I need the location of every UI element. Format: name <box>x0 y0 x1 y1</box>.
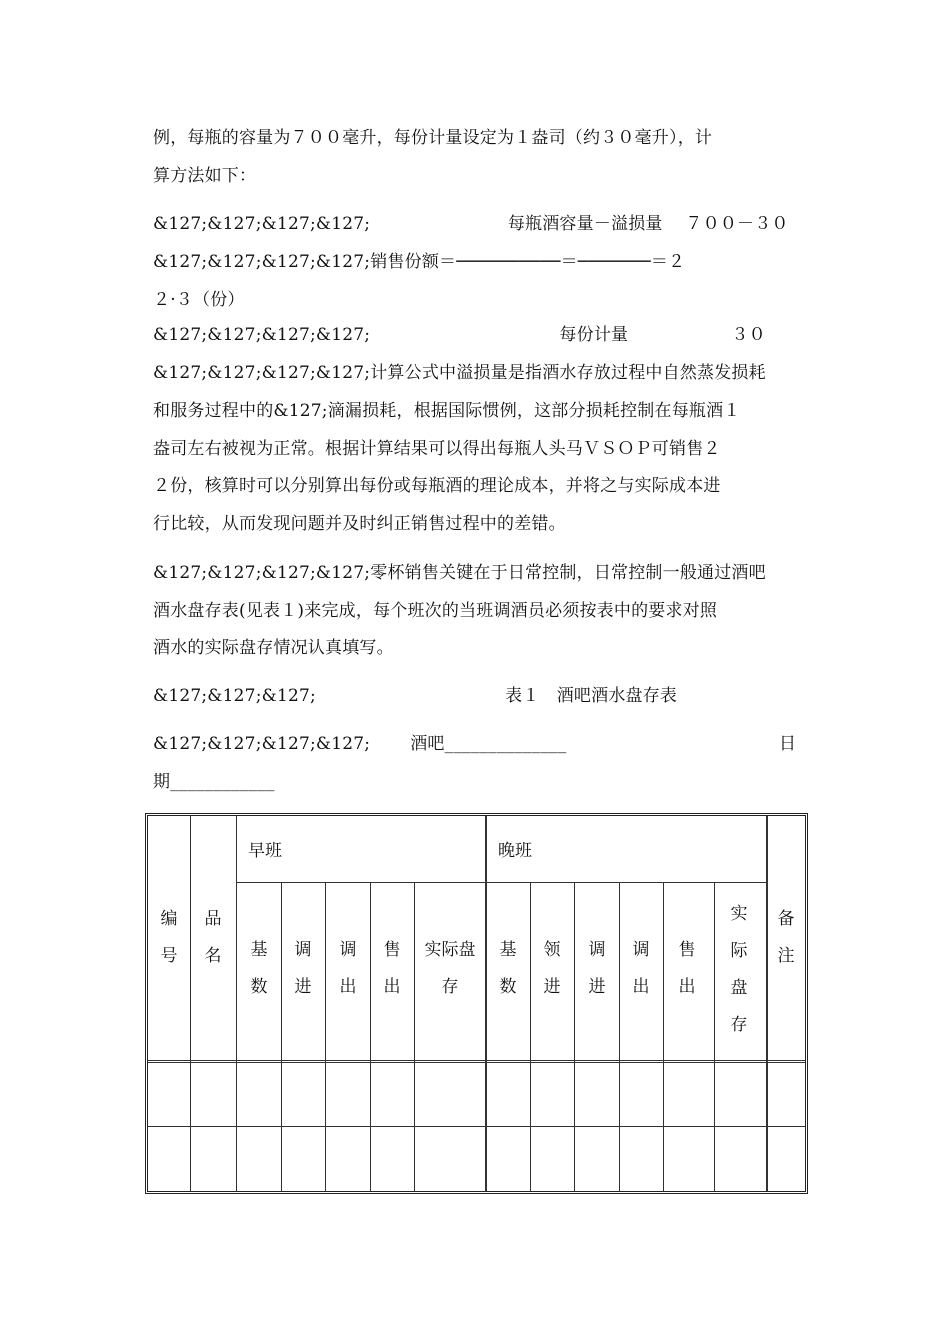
header-product-name: 品名 <box>204 909 222 966</box>
text-line-11: 行比较，从而发现问题并及时纠正销售过程中的差错。 <box>153 514 566 534</box>
text-line-1: 例，每瓶的容量为７００毫升，每份计量设定为１盎司（约３０毫升），计 <box>153 128 713 148</box>
evening-col-transfer-out: 调出 <box>632 940 650 997</box>
morning-col-base: 基数 <box>250 940 268 997</box>
text-line-9: 盎司左右被视为正常。根据计算结果可以得出每瓶人头马ＶＳＯＰ可销售２ <box>153 439 721 459</box>
evening-col-transfer-in: 调进 <box>588 940 606 997</box>
text-line-14: 酒水的实际盘存情况认真填写。 <box>153 638 394 658</box>
formula-line-denominator: &127;&127;&127;&127; 每份计量 ３０ <box>153 325 766 345</box>
text-line-7: &127;&127;&127;&127;计算公式中溢损量是指酒水存放过程中自然蒸发损耗 <box>153 363 766 383</box>
evening-col-base: 基数 <box>499 940 517 997</box>
text-line-8: 和服务过程中的&127;滴漏损耗，根据国际惯例，这部分损耗控制在每瓶酒１ <box>153 401 741 421</box>
formula-line-result: ２·３（份） <box>153 290 245 310</box>
text-line-2: 算方法如下： <box>153 166 257 186</box>
header-remark: 备注 <box>777 909 795 966</box>
inventory-table <box>145 813 808 1194</box>
date-label-char: 日 <box>779 734 797 754</box>
evening-col-received: 领进 <box>543 940 561 997</box>
morning-col-transfer-in: 调进 <box>294 940 312 997</box>
morning-col-sold: 售出 <box>383 940 401 997</box>
morning-col-transfer-out: 调出 <box>339 940 357 997</box>
evening-col-sold: 售出 <box>678 940 696 997</box>
header-morning-shift: 早班 <box>248 841 282 861</box>
header-evening-shift: 晚班 <box>498 841 532 861</box>
text-line-13: 酒水盘存表(见表１)来完成，每个班次的当班调酒员必须按表中的要求对照 <box>153 601 718 621</box>
header-id: 编号 <box>160 909 178 966</box>
morning-col-actual-stock: 实际盘存 <box>424 940 476 997</box>
date-field: 期____________ <box>153 772 275 792</box>
evening-col-actual-stock: 实际盘存 <box>730 904 748 1035</box>
text-line-10: ２份，核算时可以分别算出每份或每瓶酒的理论成本，并将之与实际成本进 <box>153 476 721 496</box>
table-caption: &127;&127;&127; 表１ 酒吧酒水盘存表 <box>153 686 678 706</box>
text-line-12: &127;&127;&127;&127;零杯销售关键在于日常控制，日常控制一般通过酒吧 <box>153 563 766 583</box>
bar-field: &127;&127;&127;&127; 酒吧______________ <box>153 734 567 754</box>
formula-line-main: &127;&127;&127;&127;销售份额＝──────────＝───────＝２ <box>153 252 686 272</box>
formula-line-numerator: &127;&127;&127;&127; 每瓶酒容量－溢损量 ７００－３０ <box>153 214 789 234</box>
